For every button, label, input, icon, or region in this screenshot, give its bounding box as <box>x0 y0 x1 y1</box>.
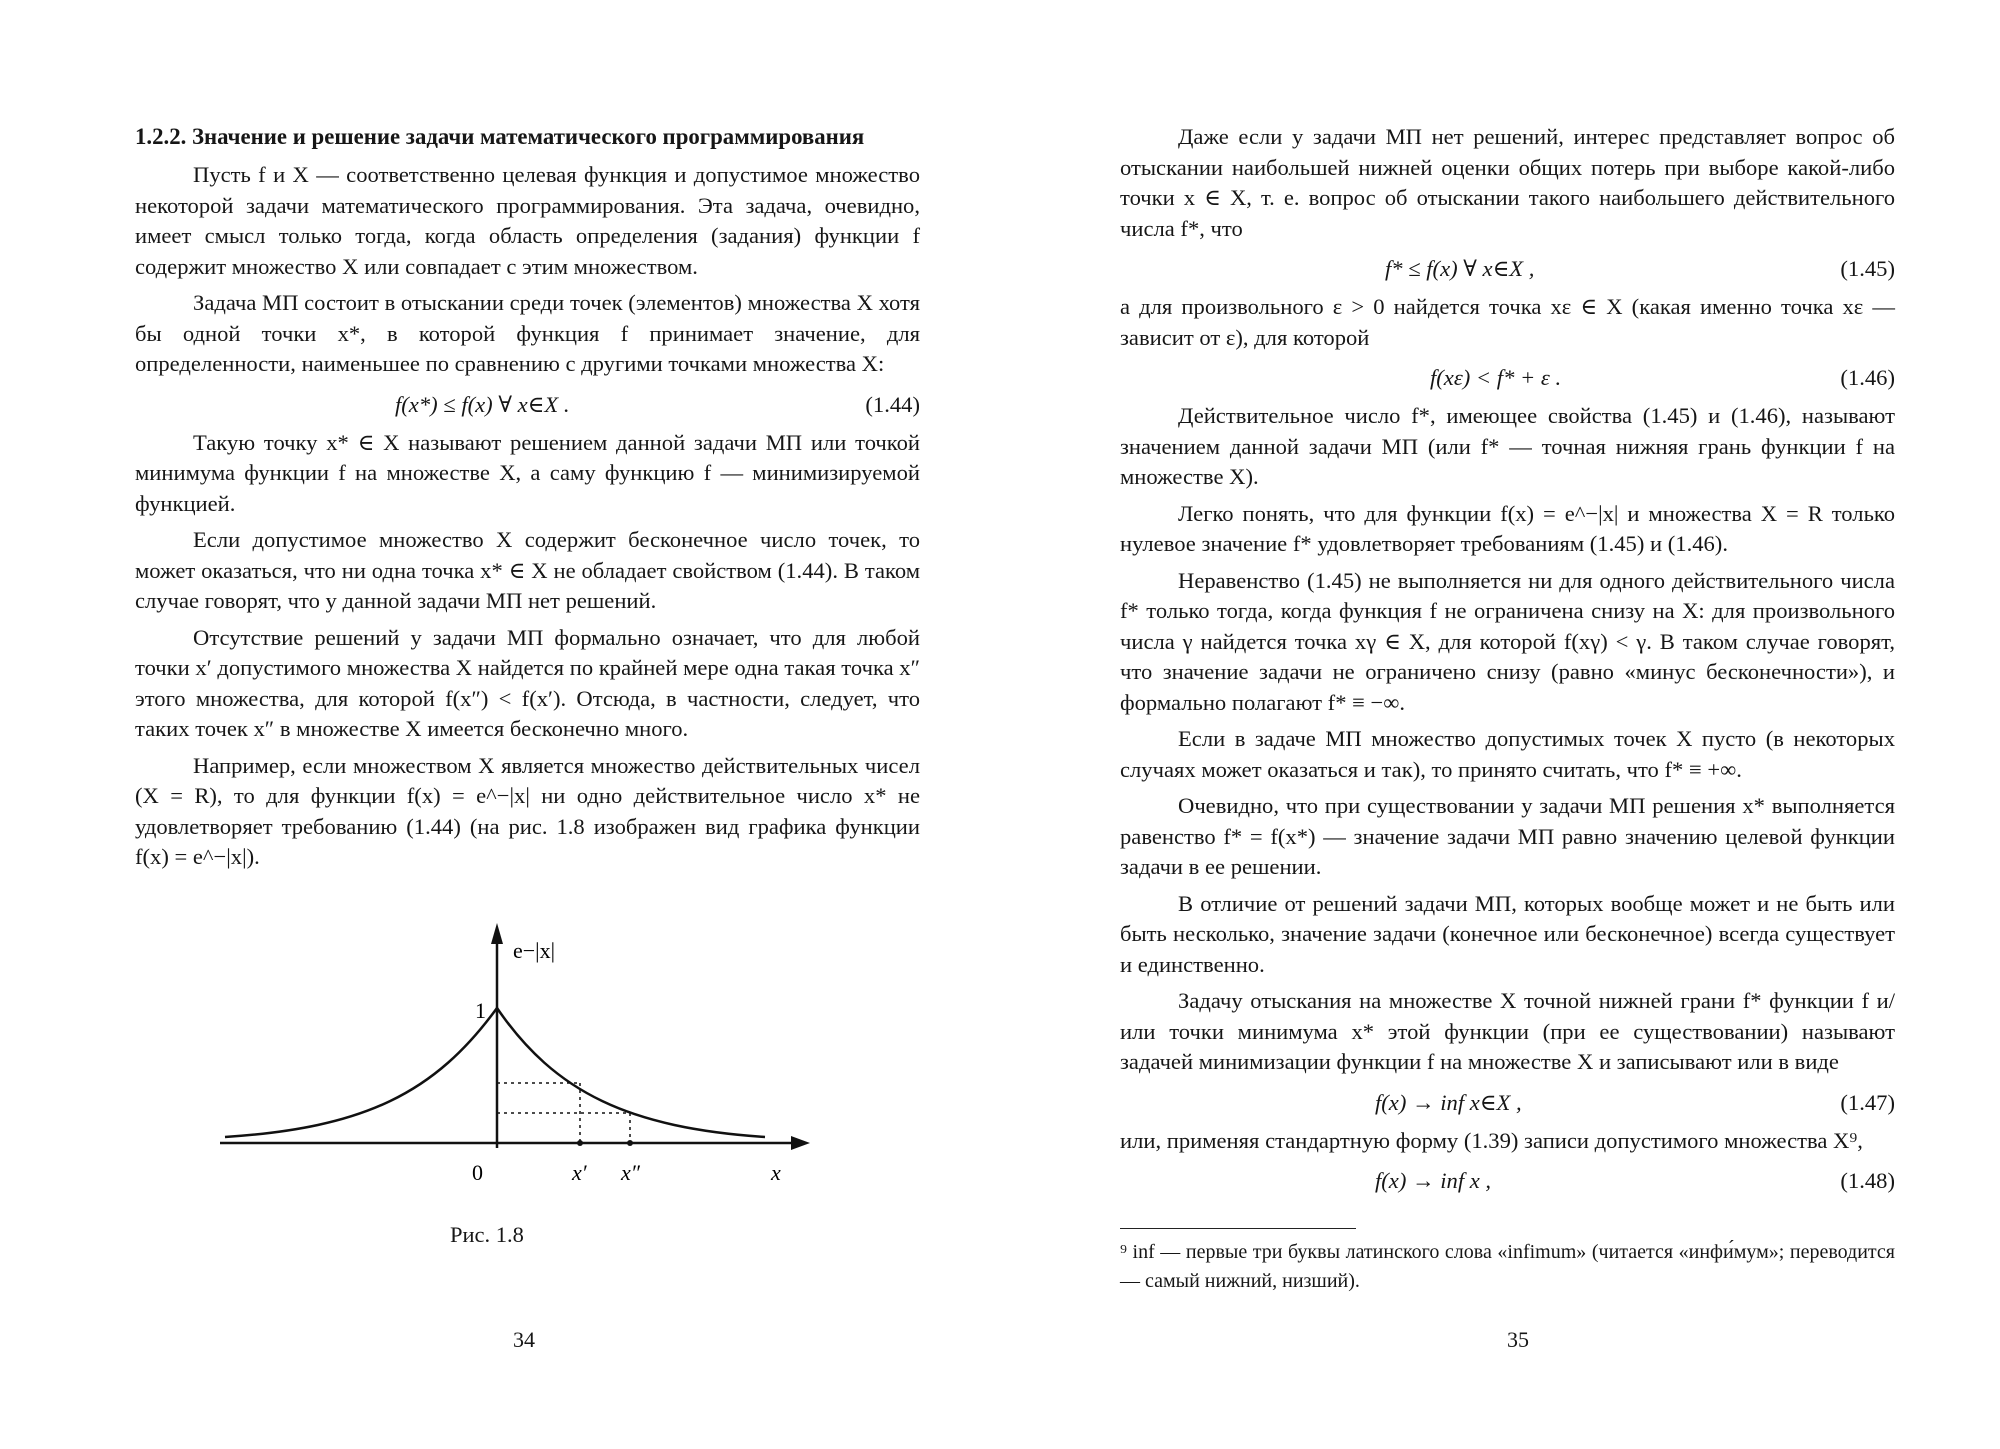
x1-point <box>577 1140 583 1146</box>
page-number: 34 <box>513 1327 535 1352</box>
x-axis-label: x <box>771 1160 781 1185</box>
formula-expression: f(x*) ≤ f(x) ∀ x∈X . <box>395 391 570 417</box>
exp-curve <box>225 1008 765 1137</box>
formula-1-46 <box>1120 359 1895 397</box>
y-axis-arrow-icon <box>491 923 503 944</box>
x1-label: x′ <box>572 1160 587 1185</box>
x2-point <box>627 1140 633 1146</box>
page-number: 35 <box>1507 1327 1529 1352</box>
section-heading: 1.2.2. Значение и решение задачи математического программирования <box>135 124 865 149</box>
footnote-divider <box>1120 1228 1356 1229</box>
formula-expression: f(x) → inf x , <box>1375 1168 1492 1193</box>
formula-1-45 <box>1120 250 1895 288</box>
x-axis-arrow-icon <box>791 1136 810 1150</box>
paragraph: Отсутствие решений у задачи МП формально означает, что для любой точки x′ допустимого множества X найдется по крайней мере одна такая точка x″ этого множества, для которой f(x″) < f(x′). Отсюда, в частности, следует, что таких точек x″ в множестве X имеется бесконечно много. <box>135 624 920 741</box>
exp-graph <box>135 918 815 1258</box>
formula-1-48 <box>1120 1162 1895 1200</box>
formula-expression: f(xε) < f* + ε . <box>1430 365 1562 390</box>
paragraph: или, применяя стандартную форму (1.39) записи допустимого множества X⁹, <box>1120 1127 1863 1153</box>
footnote: ⁹ inf — первые три буквы латинского слова «infimum» (читается «инфи́мум»; переводится — самый нижний, низший). <box>1120 1241 1895 1292</box>
formula-number: (1.45) <box>1840 256 1895 281</box>
paragraph: Если допустимое множество X содержит бесконечное число точек, то может оказаться, что ни одна точка x* ∈ X не обладает свойством (1.44). В таком случае говорят, что у данной задачи МП нет решений. <box>135 527 920 613</box>
origin-label: 0 <box>472 1160 483 1185</box>
formula-number: (1.44) <box>865 391 920 417</box>
paragraph: Например, если множеством X является множество действительных чисел (X = R), то для функции f(x) = e^−|x| ни одно действительное число x* не удовлетворяет требованию (1.44) (на рис. 1.8 изображен вид графика функции f(x) = e^−|x|). <box>135 752 920 869</box>
one-label: 1 <box>475 998 486 1023</box>
paragraph: Задача МП состоит в отыскании среди точек (элементов) множества X хотя бы одной точки x*, в которой функция f принимает значение, для определенности, наименьшее по сравнению с другими точками множества X: <box>135 290 920 376</box>
paragraph: Задачу отыскания на множестве X точной нижней грани f* функции f и/или точки минимума x* этой функции (при ее существовании) называют задачей минимизации функции f на множестве X и записывают или в виде <box>1120 988 1895 1074</box>
figure-caption: Рис. 1.8 <box>450 1222 524 1247</box>
formula-expression: f* ≤ f(x) ∀ x∈X , <box>1385 256 1535 281</box>
formula-number: (1.46) <box>1840 365 1895 390</box>
paragraph: Такую точку x* ∈ X называют решением данной задачи МП или точкой минимума функции f на множестве X, а саму функцию f — минимизируемой функцией. <box>135 429 920 516</box>
formula-number: (1.47) <box>1840 1089 1895 1115</box>
right-text-column <box>1120 122 1895 1204</box>
x2-label: x″ <box>621 1160 640 1185</box>
paragraph: Легко понять, что для функции f(x) = e^−|x| и множества X = R только нулевое значение f* удовлетворяет требованиям (1.45) и (1.46). <box>1120 500 1895 556</box>
right-page <box>1000 0 2000 1449</box>
formula-expression: f(x) → inf x∈X , <box>1375 1089 1522 1115</box>
formula-1-44 <box>135 386 920 424</box>
paragraph: Пусть f и X — соответственно целевая функция и допустимое множество некоторой задачи математического программирования. Эта задача, очевидно, имеет смысл только тогда, когда область определения (задания) функции f содержит множество X или совпадает с этим множеством. <box>135 162 920 279</box>
paragraph: Неравенство (1.45) не выполняется ни для одного действительного числа f* только тогда, когда функция f не ограничена снизу на X: для произвольного числа γ найдется точка xγ ∈ X, для которой f(xγ) < γ. В таком случае говорят, что значение задачи не ограничено снизу (равно «минус бесконечности»), и формально полагают f* ≡ −∞. <box>1120 567 1895 715</box>
paragraph: а для произвольного ε > 0 найдется точка xε ∈ X (какая именно точка xε — зависит от ε), для которой <box>1120 294 1895 350</box>
formula-number: (1.48) <box>1840 1168 1895 1193</box>
paragraph: Даже если у задачи МП нет решений, интерес представляет вопрос об отыскании наибольшей нижней оценки общих потерь при выборе какой-либо точки x ∈ X, т. е. вопрос об отыскании такого наибольшего действительного числа f*, что <box>1120 124 1895 241</box>
paragraph: Очевидно, что при существовании у задачи МП решения x* выполняется равенство f* = f(x*) — значение задачи МП равно значению целевой функции задачи в ее решении. <box>1120 793 1895 879</box>
paragraph: Если в задаче МП множество допустимых точек X пусто (в некоторых случаях может оказаться и так), то принято считать, что f* ≡ +∞. <box>1120 726 1895 782</box>
left-text-column <box>135 122 920 879</box>
paragraph: Действительное число f*, имеющее свойства (1.45) и (1.46), называют значением данной задачи МП (или f* — точная нижняя грань функции f на множестве X). <box>1120 403 1895 489</box>
paragraph: В отличие от решений задачи МП, которых вообще может и не быть или быть несколько, значение задачи (конечное или бесконечное) всегда существует и единственно. <box>1120 890 1895 977</box>
formula-1-47 <box>1120 1084 1895 1122</box>
figure-1-8 <box>135 918 815 1258</box>
y-axis-label: e−|x| <box>513 938 555 963</box>
